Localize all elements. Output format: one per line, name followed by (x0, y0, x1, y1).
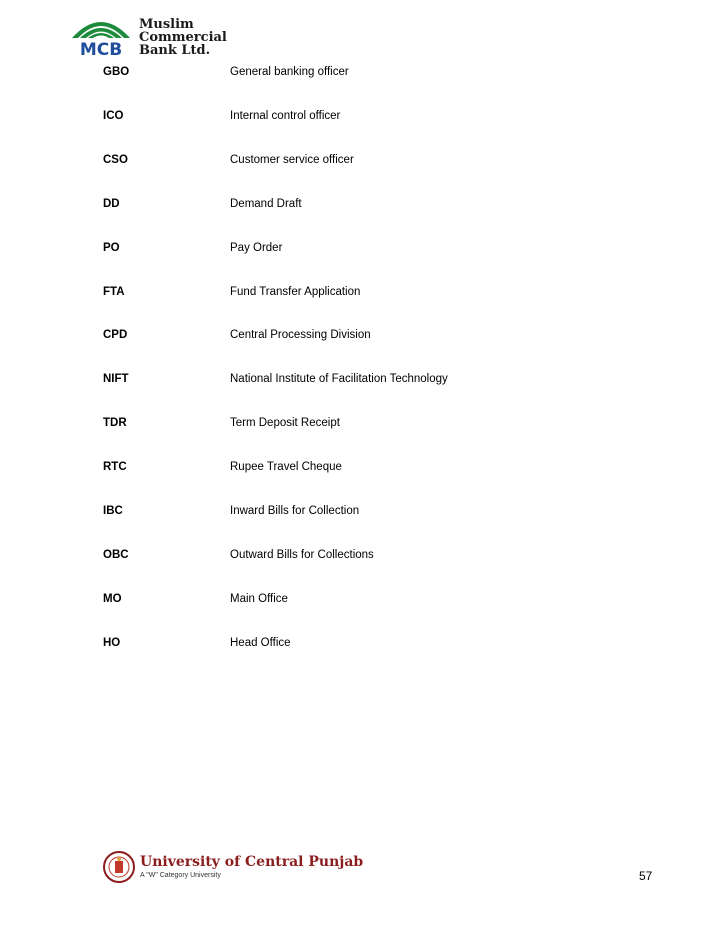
abbreviation: IBC (103, 505, 123, 517)
university-name: University of Central Punjab (140, 854, 364, 870)
list-item (0, 549, 728, 569)
abbreviation: NIFT (103, 373, 129, 386)
abbreviation: HO (103, 636, 121, 649)
svg-text:MCB: MCB (79, 40, 123, 60)
list-item (0, 110, 728, 130)
abbreviation: ICO (103, 109, 124, 122)
university-tagline: A "W" Category University (140, 872, 221, 879)
abbreviation: CPD (103, 329, 128, 342)
abbreviation-meaning: Fund Transfer Application (230, 285, 361, 298)
abbreviation: OBC (103, 548, 129, 561)
mcb-logo (66, 8, 226, 60)
ucp-footer-logo (102, 850, 364, 884)
list-item (0, 154, 728, 174)
list-item (0, 198, 728, 218)
page-number: 57 (639, 869, 653, 883)
abbreviation: RTC (103, 461, 127, 474)
abbreviation-meaning: Customer service officer (230, 153, 354, 166)
abbreviation: CSO (103, 153, 128, 166)
abbreviation: FTA (103, 285, 125, 298)
abbreviation: DD (103, 197, 120, 210)
abbreviation-meaning: Demand Draft (230, 197, 302, 210)
abbreviation-meaning: Inward Bills for Collection (230, 505, 360, 517)
list-item (0, 66, 728, 86)
abbreviation-meaning: Term Deposit Receipt (230, 417, 340, 430)
list-item (0, 286, 728, 306)
logo-line-1: Muslim (139, 17, 194, 32)
mcb-emblem-icon (66, 8, 136, 60)
list-item (0, 329, 728, 349)
list-item (0, 242, 728, 262)
abbreviation-meaning: Central Processing Division (230, 329, 371, 342)
abbreviation-meaning: General banking officer (230, 66, 349, 78)
abbreviation-meaning: Rupee Travel Cheque (230, 461, 342, 474)
logo-line-3: Bank Ltd. (139, 43, 211, 58)
abbreviation-meaning: National Institute of Facilitation Technology (230, 373, 448, 386)
abbreviation: PO (103, 241, 120, 254)
abbreviation: MO (103, 592, 122, 605)
abbreviation-meaning: Pay Order (230, 241, 283, 254)
mcb-logo-text (139, 18, 227, 57)
logo-line-2: Commercial (139, 30, 227, 45)
abbreviation-meaning: Head Office (230, 636, 291, 649)
abbreviation: GBO (103, 66, 130, 78)
list-item (0, 373, 728, 393)
abbreviation-meaning: Main Office (230, 592, 288, 605)
abbreviation: TDR (103, 417, 127, 430)
list-item (0, 461, 728, 481)
abbreviation-meaning: Outward Bills for Collections (230, 548, 374, 561)
list-item (0, 417, 728, 437)
abbreviation-meaning: Internal control officer (230, 109, 341, 122)
list-item (0, 593, 728, 613)
list-item (0, 637, 728, 657)
list-item (0, 505, 728, 525)
ucp-seal-icon (102, 850, 136, 884)
